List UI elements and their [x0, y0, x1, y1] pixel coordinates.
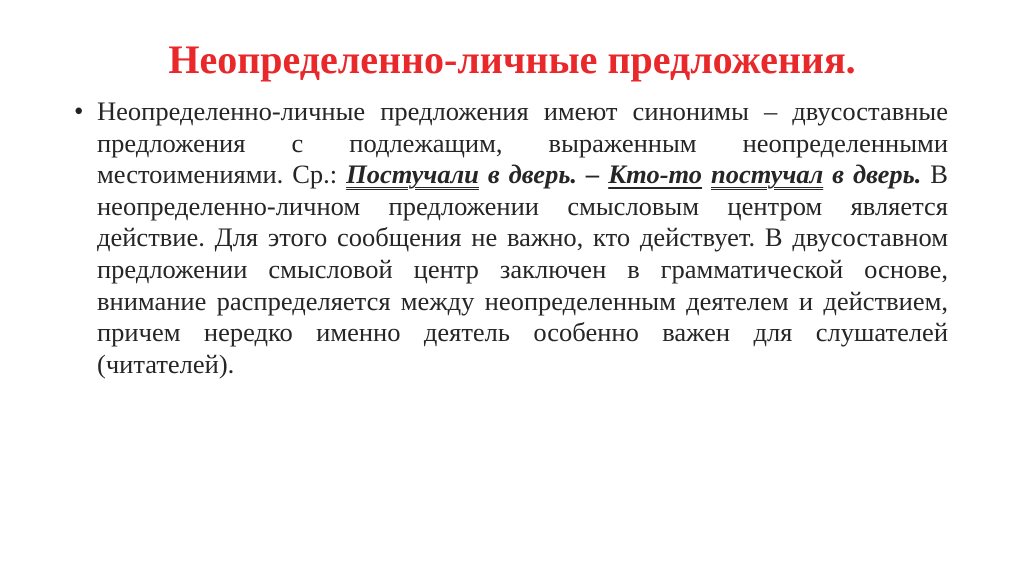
example-2-rest: в дверь. [823, 159, 922, 190]
slide-title: Неопределенно-личные предложения. [168, 37, 856, 82]
example-1 [346, 159, 921, 189]
body-text-part2: В неопределенно-личном предложении смысловым центром является действие. Для этого сообщения не важно, кто действует. В двусоставном предложении смысловой центр заключен в грамматической основе, внимание распределяется между неопределенным деятелем и действием, причем нередко именно деятель особенно важен для слушателей (читателей). [97, 159, 948, 379]
example-2-space [702, 159, 711, 189]
example-dash: – [577, 159, 609, 190]
example-2-predicate: постучал [710, 159, 824, 190]
body-text-part1: Неопределенно-личные предложения имеют синонимы – двусоставные предложения с подлежащим, выраженным неопределенными местоимениями. Ср.: [97, 96, 948, 190]
example-1-predicate: Постучали [346, 159, 479, 190]
bullet-list-item [74, 96, 948, 380]
example-2-subject: Кто-то [608, 159, 703, 190]
slide-content [74, 96, 948, 380]
body-paragraph [97, 96, 948, 380]
example-1-rest: в дверь. [478, 159, 578, 190]
bullet-icon: • [74, 96, 84, 126]
